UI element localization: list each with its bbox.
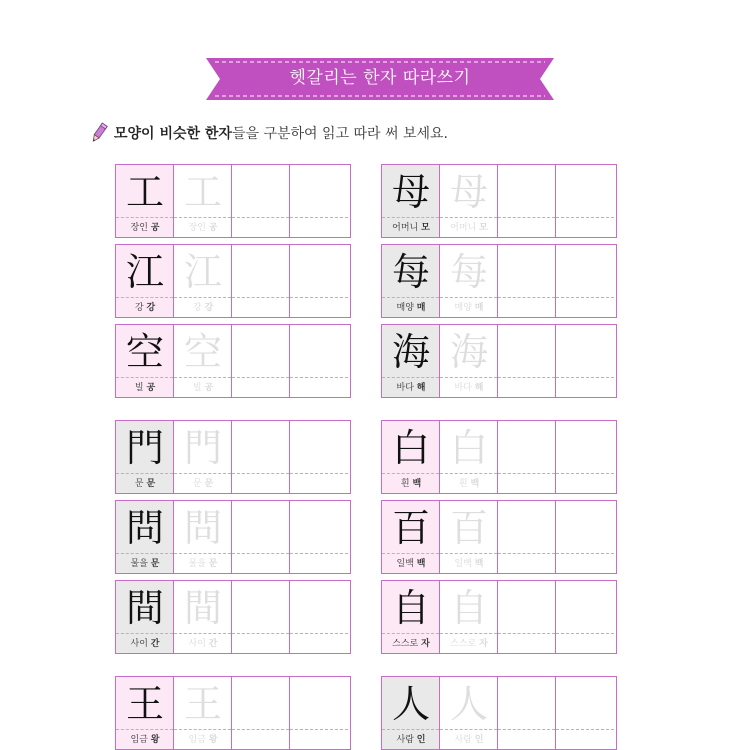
trace-cell[interactable] [440, 677, 498, 749]
guide-line [556, 217, 614, 218]
trace-cell[interactable] [174, 245, 232, 317]
trace-cell[interactable] [174, 325, 232, 397]
trace-cell[interactable] [440, 325, 498, 397]
hanja-reading [116, 219, 174, 237]
model-cell [382, 501, 440, 573]
guide-line [116, 633, 173, 634]
hanja-trace-character: 白 [449, 426, 488, 470]
reading-meaning: 흰 [400, 479, 410, 489]
guide-line [440, 473, 497, 474]
reading-sound: 백 [470, 479, 480, 489]
reading-meaning: 임금 [130, 735, 148, 745]
guide-line [174, 729, 231, 730]
reading-meaning: 강 [134, 303, 144, 313]
guide-line [382, 633, 439, 634]
guide-line [498, 729, 555, 730]
guide-line [382, 297, 439, 298]
guide-line [116, 297, 173, 298]
trace-cell[interactable] [440, 245, 498, 317]
hanja-trace-character: 母 [449, 170, 488, 214]
guide-line [174, 217, 231, 218]
blank-writing-cell[interactable] [556, 325, 614, 397]
trace-cell[interactable] [440, 581, 498, 653]
hanja-character: 門 [125, 426, 164, 470]
guide-line [440, 553, 497, 554]
blank-writing-cell[interactable] [556, 245, 614, 317]
reading-meaning: 일백 [454, 559, 472, 569]
hanja-trace-character: 百 [449, 506, 488, 550]
model-cell [116, 245, 174, 317]
title-banner [206, 58, 554, 100]
guide-line [440, 377, 497, 378]
hanja-trace-reading [440, 635, 498, 653]
hanja-character: 百 [391, 506, 430, 550]
hanja-trace-reading [440, 219, 498, 237]
guide-line [232, 553, 289, 554]
guide-line [290, 729, 348, 730]
hanja-trace-reading [440, 475, 498, 493]
hanja-reading [382, 219, 440, 237]
hanja-reading [116, 299, 174, 317]
practice-row [381, 164, 617, 238]
guide-line [116, 217, 173, 218]
reading-meaning: 장인 [188, 223, 206, 233]
blank-writing-cell[interactable] [232, 581, 290, 653]
model-cell [382, 677, 440, 749]
guide-line [232, 729, 289, 730]
guide-line [440, 633, 497, 634]
practice-row [381, 324, 617, 398]
hanja-trace-reading [174, 635, 232, 653]
practice-row [381, 420, 617, 494]
blank-writing-cell[interactable] [232, 421, 290, 493]
trace-cell[interactable] [440, 501, 498, 573]
guide-line [174, 553, 231, 554]
practice-row [115, 580, 351, 654]
guide-line [174, 297, 231, 298]
hanja-character: 王 [125, 682, 164, 726]
blank-writing-cell[interactable] [290, 245, 348, 317]
reading-meaning: 사람 [396, 735, 414, 745]
hanja-reading [382, 299, 440, 317]
guide-line [556, 473, 614, 474]
model-cell [116, 677, 174, 749]
hanja-reading [116, 635, 174, 653]
hanja-reading [382, 731, 440, 749]
guide-line [498, 473, 555, 474]
guide-line [232, 217, 289, 218]
guide-line [498, 633, 555, 634]
reading-sound: 문 [208, 559, 218, 569]
guide-line [498, 297, 555, 298]
guide-line [556, 553, 614, 554]
hanja-trace-reading [440, 555, 498, 573]
guide-line [290, 473, 348, 474]
blank-writing-cell[interactable] [232, 501, 290, 573]
guide-line [382, 553, 439, 554]
blank-writing-cell[interactable] [498, 165, 556, 237]
guide-line [290, 217, 348, 218]
reading-sound: 모 [421, 223, 430, 233]
reading-sound: 문 [150, 559, 160, 569]
reading-meaning: 강 [192, 303, 202, 313]
hanja-character: 江 [125, 250, 164, 294]
hanja-reading [116, 475, 174, 493]
trace-cell[interactable] [174, 421, 232, 493]
blank-writing-cell[interactable] [498, 677, 556, 749]
model-cell [382, 421, 440, 493]
hanja-character: 每 [391, 250, 430, 294]
guide-line [116, 377, 173, 378]
trace-cell[interactable] [174, 165, 232, 237]
model-cell [116, 325, 174, 397]
reading-sound: 해 [416, 383, 426, 393]
blank-writing-cell[interactable] [290, 501, 348, 573]
guide-line [556, 633, 614, 634]
hanja-trace-character: 問 [183, 506, 222, 550]
practice-row [115, 324, 351, 398]
hanja-trace-reading [174, 475, 232, 493]
hanja-reading [382, 379, 440, 397]
guide-line [290, 633, 348, 634]
reading-sound: 간 [150, 639, 160, 649]
reading-meaning: 문 [134, 479, 144, 489]
hanja-trace-reading [174, 219, 232, 237]
reading-meaning: 물을 [188, 559, 206, 569]
reading-meaning: 물을 [130, 559, 148, 569]
hanja-trace-character: 工 [183, 170, 222, 214]
hanja-character: 空 [125, 330, 164, 374]
guide-line [116, 473, 173, 474]
trace-cell[interactable] [440, 421, 498, 493]
model-cell [382, 325, 440, 397]
practice-row [115, 500, 351, 574]
practice-row [381, 676, 617, 750]
hanja-reading [382, 555, 440, 573]
practice-row [381, 244, 617, 318]
guide-line [440, 217, 497, 218]
guide-line [440, 297, 497, 298]
hanja-trace-character: 自 [449, 586, 488, 630]
instruction-bold: 모양이 비슷한 한자 [114, 126, 232, 142]
hanja-character: 母 [391, 170, 430, 214]
hanja-trace-character: 間 [183, 586, 222, 630]
practice-row [115, 420, 351, 494]
reading-meaning: 매양 [454, 303, 472, 313]
guide-line [290, 297, 348, 298]
reading-sound: 매 [474, 303, 484, 313]
blank-writing-cell[interactable] [498, 501, 556, 573]
reading-sound: 매 [416, 303, 426, 313]
guide-line [556, 729, 614, 730]
reading-meaning: 어머니 [392, 223, 419, 233]
reading-sound: 모 [479, 223, 488, 233]
blank-writing-cell[interactable] [556, 165, 614, 237]
guide-line [174, 633, 231, 634]
reading-sound: 자 [479, 639, 488, 649]
reading-meaning: 빌 [192, 383, 202, 393]
model-cell [116, 421, 174, 493]
hanja-trace-character: 王 [183, 682, 222, 726]
hanja-reading [116, 731, 174, 749]
hanja-trace-reading [174, 299, 232, 317]
reading-sound: 문 [204, 479, 214, 489]
blank-writing-cell[interactable] [556, 581, 614, 653]
reading-meaning: 사이 [130, 639, 148, 649]
reading-sound: 간 [208, 639, 218, 649]
hanja-trace-reading [174, 379, 232, 397]
model-cell [382, 245, 440, 317]
reading-meaning: 어머니 [450, 223, 477, 233]
reading-meaning: 흰 [458, 479, 468, 489]
guide-line [290, 377, 348, 378]
instruction-normal: 들을 구분하여 읽고 따라 써 보세요. [231, 126, 448, 142]
blank-writing-cell[interactable] [232, 245, 290, 317]
reading-sound: 백 [416, 559, 426, 569]
guide-line [232, 473, 289, 474]
trace-cell[interactable] [174, 677, 232, 749]
guide-line [174, 377, 231, 378]
reading-sound: 공 [150, 223, 160, 233]
reading-sound: 왕 [150, 735, 160, 745]
guide-line [556, 297, 614, 298]
guide-line [498, 377, 555, 378]
guide-line [116, 729, 173, 730]
reading-meaning: 일백 [396, 559, 414, 569]
page-title: 헷갈리는 한자 따라쓰기 [289, 68, 471, 88]
blank-writing-cell[interactable] [290, 421, 348, 493]
reading-meaning: 임금 [188, 735, 206, 745]
blank-writing-cell[interactable] [498, 325, 556, 397]
reading-meaning: 사이 [188, 639, 206, 649]
hanja-trace-character: 人 [449, 682, 488, 726]
guide-line [290, 553, 348, 554]
model-cell [116, 501, 174, 573]
reading-meaning: 사람 [454, 735, 472, 745]
blank-writing-cell[interactable] [290, 581, 348, 653]
hanja-character: 自 [391, 586, 430, 630]
reading-sound: 자 [421, 639, 430, 649]
hanja-reading [116, 379, 174, 397]
reading-sound: 공 [208, 223, 218, 233]
hanja-trace-reading [440, 731, 498, 749]
instruction-text [114, 123, 448, 143]
reading-meaning: 스스로 [450, 639, 477, 649]
guide-line [556, 377, 614, 378]
blank-writing-cell[interactable] [556, 677, 614, 749]
reading-meaning: 장인 [130, 223, 148, 233]
practice-row [381, 500, 617, 574]
guide-line [498, 553, 555, 554]
reading-meaning: 문 [192, 479, 202, 489]
trace-cell[interactable] [440, 165, 498, 237]
reading-sound: 강 [146, 303, 156, 313]
practice-row [381, 580, 617, 654]
model-cell [382, 165, 440, 237]
guide-line [382, 377, 439, 378]
guide-line [382, 217, 439, 218]
reading-sound: 강 [204, 303, 214, 313]
reading-sound: 백 [474, 559, 484, 569]
practice-row [115, 244, 351, 318]
model-cell [382, 581, 440, 653]
hanja-reading [382, 635, 440, 653]
reading-meaning: 매양 [396, 303, 414, 313]
reading-meaning: 바다 [454, 383, 472, 393]
reading-sound: 해 [474, 383, 484, 393]
reading-sound: 왕 [208, 735, 218, 745]
hanja-trace-reading [174, 555, 232, 573]
guide-line [382, 473, 439, 474]
blank-writing-cell[interactable] [556, 501, 614, 573]
hanja-trace-reading [440, 299, 498, 317]
model-cell [116, 165, 174, 237]
hanja-character: 人 [391, 682, 430, 726]
guide-line [440, 729, 497, 730]
blank-writing-cell[interactable] [232, 325, 290, 397]
hanja-character: 工 [125, 170, 164, 214]
hanja-trace-character: 每 [449, 250, 488, 294]
reading-sound: 문 [146, 479, 156, 489]
blank-writing-cell[interactable] [290, 165, 348, 237]
reading-sound: 공 [146, 383, 156, 393]
pencil-icon [90, 122, 108, 144]
guide-line [232, 297, 289, 298]
hanja-reading [382, 475, 440, 493]
hanja-trace-character: 江 [183, 250, 222, 294]
hanja-character: 海 [391, 330, 430, 374]
hanja-character: 間 [125, 586, 164, 630]
blank-writing-cell[interactable] [498, 245, 556, 317]
blank-writing-cell[interactable] [498, 581, 556, 653]
guide-line [174, 473, 231, 474]
reading-sound: 인 [416, 735, 426, 745]
trace-cell[interactable] [174, 501, 232, 573]
guide-line [232, 377, 289, 378]
hanja-character: 白 [391, 426, 430, 470]
hanja-trace-character: 海 [449, 330, 488, 374]
practice-row [115, 164, 351, 238]
practice-row [115, 676, 351, 750]
instruction-line [90, 121, 448, 145]
reading-meaning: 빌 [134, 383, 144, 393]
reading-sound: 공 [204, 383, 214, 393]
trace-cell[interactable] [174, 581, 232, 653]
blank-writing-cell[interactable] [232, 165, 290, 237]
blank-writing-cell[interactable] [290, 325, 348, 397]
model-cell [116, 581, 174, 653]
blank-writing-cell[interactable] [498, 421, 556, 493]
hanja-trace-reading [174, 731, 232, 749]
hanja-reading [116, 555, 174, 573]
blank-writing-cell[interactable] [556, 421, 614, 493]
guide-line [116, 553, 173, 554]
hanja-character: 問 [125, 506, 164, 550]
guide-line [232, 633, 289, 634]
hanja-trace-reading [440, 379, 498, 397]
reading-meaning: 바다 [396, 383, 414, 393]
guide-line [498, 217, 555, 218]
blank-writing-cell[interactable] [232, 677, 290, 749]
reading-sound: 백 [412, 479, 422, 489]
hanja-trace-character: 門 [183, 426, 222, 470]
hanja-trace-character: 空 [183, 330, 222, 374]
blank-writing-cell[interactable] [290, 677, 348, 749]
reading-sound: 인 [474, 735, 484, 745]
guide-line [382, 729, 439, 730]
reading-meaning: 스스로 [392, 639, 419, 649]
